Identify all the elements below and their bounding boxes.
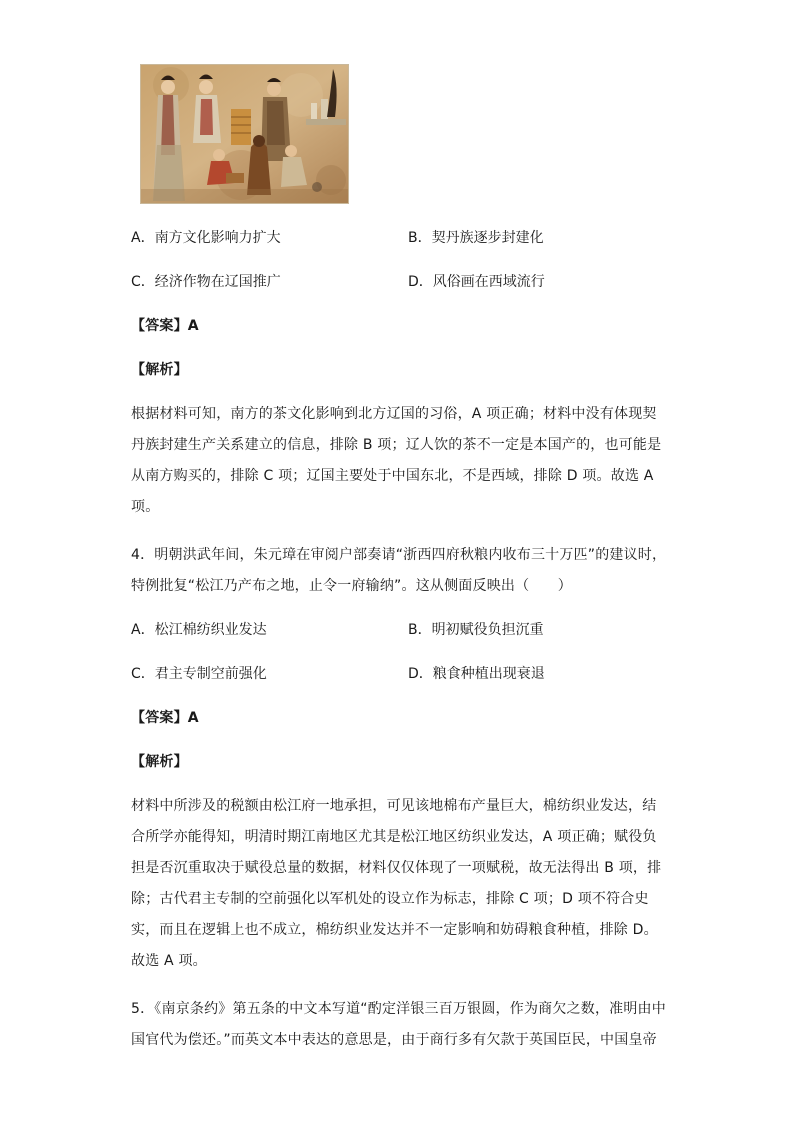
q4-option-a: A．松江棉纺织业发达 (131, 622, 267, 638)
q3-option-b: B．契丹族逐步封建化 (408, 230, 544, 246)
q4-option-c: C．君主专制空前强化 (131, 666, 267, 682)
q4-option-b: B．明初赋役负担沉重 (408, 622, 544, 638)
q4-analysis-title: 【解析】 (131, 754, 188, 770)
q4-analysis-line: 担是否沉重取决于赋役总量的数据，材料仅仅体现了一项赋税，故无法得出 B 项，排 (131, 860, 662, 876)
q5-stem-line: 5．《南京条约》第五条的中文本写道“酌定洋银三百万银圆，作为商欠之数，准明由中 (131, 1001, 666, 1017)
q3-analysis-line: 从南方购买的，排除 C 项；辽国主要处于中国东北，不是西域，排除 D 项。故选 A (131, 468, 654, 484)
q3-analysis-line: 丹族封建生产关系建立的信息，排除 B 项；辽人饮的茶不一定是本国产的，也可能是 (131, 437, 662, 453)
q3-analysis-line: 根据材料可知，南方的茶文化影响到北方辽国的习俗，A 项正确；材料中没有体现契 (131, 406, 657, 422)
q4-analysis-line: 实，而且在逻辑上也不成立，棉纺织业发达并不一定影响和妨碍粮食种植，排除 D。 (131, 922, 658, 938)
q4-analysis-line: 故选 A 项。 (131, 953, 207, 969)
q4-analysis-line: 合所学亦能得知，明清时期江南地区尤其是松江地区纺织业发达，A 项正确；赋役负 (131, 829, 657, 845)
q4-answer: 【答案】A (131, 710, 199, 726)
q3-analysis-title: 【解析】 (131, 362, 188, 378)
q3-option-a: A．南方文化影响力扩大 (131, 230, 281, 246)
q4-analysis-line: 除；古代君主专制的空前强化以军机处的设立作为标志，排除 C 项；D 项不符合史 (131, 891, 649, 907)
q5-stem-line: 国官代为偿还。”而英文本中表达的意思是，由于商行多有欠款于英国臣民，中国皇帝 (131, 1032, 657, 1048)
q4-stem-line: 4．明朝洪武年间，朱元璋在审阅户部奏请“浙西四府秋粮内收布三十万匹”的建议时， (131, 547, 667, 563)
q4-stem-line: 特例批复“松江乃产布之地，止令一府输纳”。这从侧面反映出（ ） (131, 578, 572, 594)
tea-mural-image (140, 64, 349, 204)
q3-answer: 【答案】A (131, 318, 199, 334)
q4-option-d: D．粮食种植出现衰退 (408, 666, 545, 682)
q3-analysis-line: 项。 (131, 499, 160, 515)
q4-analysis-line: 材料中所涉及的税额由松江府一地承担，可见该地棉布产量巨大，棉纺织业发达，结 (131, 798, 657, 814)
q3-option-c: C．经济作物在辽国推广 (131, 274, 281, 290)
q3-option-d: D．风俗画在西域流行 (408, 274, 545, 290)
